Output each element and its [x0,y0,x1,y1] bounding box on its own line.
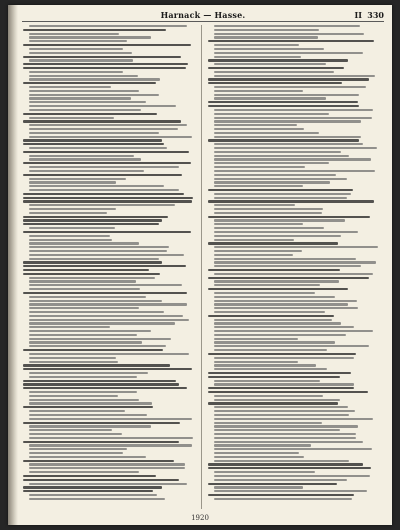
text-line [214,174,336,176]
text-line [29,372,148,374]
text-line [29,391,137,393]
text-line [214,300,357,302]
text-line [208,59,348,61]
text-line [208,467,371,469]
text-line [214,166,305,168]
text-line [29,483,187,485]
text-line [29,212,107,214]
text-line [23,265,186,267]
text-line [214,338,298,340]
text-line [29,128,178,130]
text-line [29,437,193,439]
text-line [208,67,344,69]
text-line [208,376,340,378]
text-line [29,414,147,416]
text-line [29,178,126,180]
text-line [214,113,329,115]
text-line [208,242,338,244]
text-line [214,349,327,351]
text-line [29,75,138,77]
text-line [29,36,151,38]
text-line [214,486,303,488]
text-line [214,197,347,199]
text-line [29,300,162,302]
text-line [214,170,375,172]
text-line [214,448,372,450]
text-line [214,250,302,252]
text-line [214,208,323,210]
text-line [29,418,192,420]
text-line [23,486,162,488]
text-line [214,471,315,473]
directory-page [8,5,392,525]
text-line [29,319,189,321]
text-line [29,109,141,111]
text-line [29,277,155,279]
text-line [214,319,332,321]
text-line [208,315,334,317]
text-line [214,109,373,111]
text-line [29,345,166,347]
text-line [29,132,159,134]
text-line [23,261,162,263]
column-divider [201,25,202,509]
text-line [208,463,363,465]
text-line [29,452,123,454]
page-number: 330 [367,10,384,20]
text-line [23,113,157,115]
text-line [23,219,162,221]
text-line [208,269,340,271]
text-line [23,120,181,122]
text-line [29,303,187,305]
text-line [214,399,340,401]
left-column [23,25,197,509]
text-line [214,490,367,492]
text-line [29,90,139,92]
text-line [208,101,358,103]
text-line [214,303,348,305]
text-line [214,254,293,256]
text-line [29,410,125,412]
text-line [29,467,185,469]
text-line [214,71,334,73]
text-line [214,273,373,275]
text-line [23,441,179,443]
book-spine-shadow [8,5,18,525]
header-rule [22,21,384,22]
text-line [23,475,156,477]
text-line [214,235,341,237]
text-line [208,372,351,374]
text-line [29,315,183,317]
text-line [23,200,192,202]
text-line [23,479,179,481]
text-line [23,143,164,145]
text-line [208,200,374,202]
text-line [23,44,191,46]
text-line [214,212,322,214]
text-line [29,94,159,96]
text-line [214,425,358,427]
text-line [29,307,139,309]
text-line [214,25,360,27]
text-line [29,322,175,324]
text-line [214,441,363,443]
text-line [29,189,179,191]
text-line [214,56,301,58]
text-line [23,162,191,164]
text-line [29,235,110,237]
text-line [208,353,356,355]
text-line [23,63,188,65]
text-line [23,223,159,225]
text-line [208,189,353,191]
text-line [214,155,349,157]
text-line [214,239,294,241]
text-line [29,330,151,332]
text-line [29,258,159,260]
text-line [29,471,139,473]
text-line [29,227,115,229]
text-line [214,433,356,435]
text-line [29,498,165,500]
text-line [29,296,146,298]
text-line [29,357,116,359]
text-line [29,444,192,446]
text-line [29,254,184,256]
text-line [214,178,347,180]
text-line [29,433,122,435]
text-line [29,101,146,103]
text-line [214,280,339,282]
text-line [29,25,187,27]
text-line [214,330,373,332]
text-line [29,166,179,168]
text-line [214,75,375,77]
text-line [214,36,318,38]
text-line [29,208,116,210]
text-line [29,52,132,54]
text-line [214,246,378,248]
text-line [214,418,373,420]
text-line [29,402,152,404]
text-line [23,231,191,233]
text-line [208,391,368,393]
text-line [29,494,157,496]
text-line [23,460,174,462]
text-line [214,33,364,35]
text-line [29,311,164,313]
text-line [214,456,304,458]
text-line [23,349,163,351]
text-line [29,59,133,61]
text-line [23,269,149,271]
text-line [208,105,359,107]
text-line [29,376,137,378]
text-line [29,155,134,157]
text-line [29,334,137,336]
text-line [29,246,169,248]
text-line [214,63,326,65]
text-line [23,174,182,176]
text-line [29,239,112,241]
text-line [214,422,322,424]
text-line [214,90,303,92]
text-line [29,456,146,458]
text-line [29,117,114,119]
text-line [214,410,355,412]
text-line [214,52,363,54]
text-line [208,483,337,485]
text-line [23,56,181,58]
text-line [23,193,184,195]
text-line [29,463,185,465]
text-line [214,292,315,294]
text-line [214,265,361,267]
text-line [208,288,348,290]
text-line [214,151,341,153]
text-line [23,368,192,370]
text-line [29,395,118,397]
text-line [29,33,119,35]
text-line [23,273,160,275]
text-line [214,128,304,130]
text-line [29,136,192,138]
text-line [23,406,153,408]
text-line [29,105,176,107]
text-line [214,143,363,145]
text-line [29,204,175,206]
column-marker: II [354,10,362,20]
text-line [214,326,354,328]
text-line [214,380,320,382]
text-line [29,326,110,328]
text-line [214,219,345,221]
text-line [29,280,136,282]
text-line [29,338,171,340]
text-line [214,86,366,88]
text-line [214,44,299,46]
text-line [29,425,151,427]
text-line [214,395,323,397]
text-line [23,490,153,492]
text-line [214,452,299,454]
text-line [214,181,330,183]
text-line [208,402,338,404]
text-line [214,94,359,96]
text-line [23,29,166,31]
text-line [23,422,180,424]
text-line [29,158,141,160]
text-line [29,250,167,252]
text-line [214,147,377,149]
text-line [208,387,354,389]
text-line [29,353,189,355]
text-line [29,40,127,42]
text-line [214,307,358,309]
text-line [214,334,346,336]
text-line [214,136,361,138]
text-line [23,197,193,199]
text-line [214,498,352,500]
text-line [214,48,324,50]
text-line [214,193,351,195]
text-line [29,361,118,363]
text-line [23,383,179,385]
text-line [214,311,325,313]
text-line [214,460,349,462]
text-line [214,231,358,233]
text-line [29,288,140,290]
text-line [214,204,295,206]
text-line [214,364,316,366]
text-line [29,86,111,88]
text-line [214,475,370,477]
text-line [29,341,142,343]
text-line [208,277,369,279]
text-line [214,261,376,263]
text-line [214,117,372,119]
text-line [214,185,303,187]
text-line [214,345,369,347]
text-line [29,48,123,50]
text-line [29,185,164,187]
text-line [214,429,340,431]
text-line [23,139,162,141]
text-line [23,292,187,294]
text-line [23,82,156,84]
text-line [29,97,131,99]
text-line [23,67,186,69]
text-line [214,284,320,286]
text-line [208,216,370,218]
text-line [214,444,311,446]
text-line [29,242,139,244]
text-line [214,383,354,385]
text-line [208,82,342,84]
text-line [214,120,361,122]
text-line [29,147,167,149]
text-line [23,364,170,366]
text-line [214,361,298,363]
text-line [29,284,182,286]
text-line [23,151,189,153]
text-line [214,132,319,134]
text-line [23,216,168,218]
text-line [208,139,359,141]
text-line [214,158,371,160]
text-line [214,162,329,164]
text-line [29,181,116,183]
text-line [214,124,297,126]
text-line [29,71,123,73]
running-head: Harnack — Hasse. [160,10,246,20]
page-header [22,9,384,21]
text-line [214,479,347,481]
text-line [23,387,187,389]
text-line [214,97,326,99]
text-line [208,40,374,42]
text-line [214,296,335,298]
text-line [29,448,127,450]
text-line [214,29,319,31]
text-line [214,437,356,439]
text-line [208,78,369,80]
text-line [214,258,356,260]
text-line [214,322,341,324]
text-line [214,341,335,343]
text-line [214,223,303,225]
text-line [214,357,354,359]
text-line [214,368,327,370]
text-line [29,429,112,431]
text-line [29,124,187,126]
text-line [29,170,144,172]
text-line [214,414,349,416]
page-footer: 1920 [191,514,209,522]
text-line [23,380,176,382]
text-line [29,399,139,401]
text-line [208,494,354,496]
text-line [29,78,160,80]
text-line [214,227,324,229]
right-column [208,25,382,509]
text-line [214,406,348,408]
